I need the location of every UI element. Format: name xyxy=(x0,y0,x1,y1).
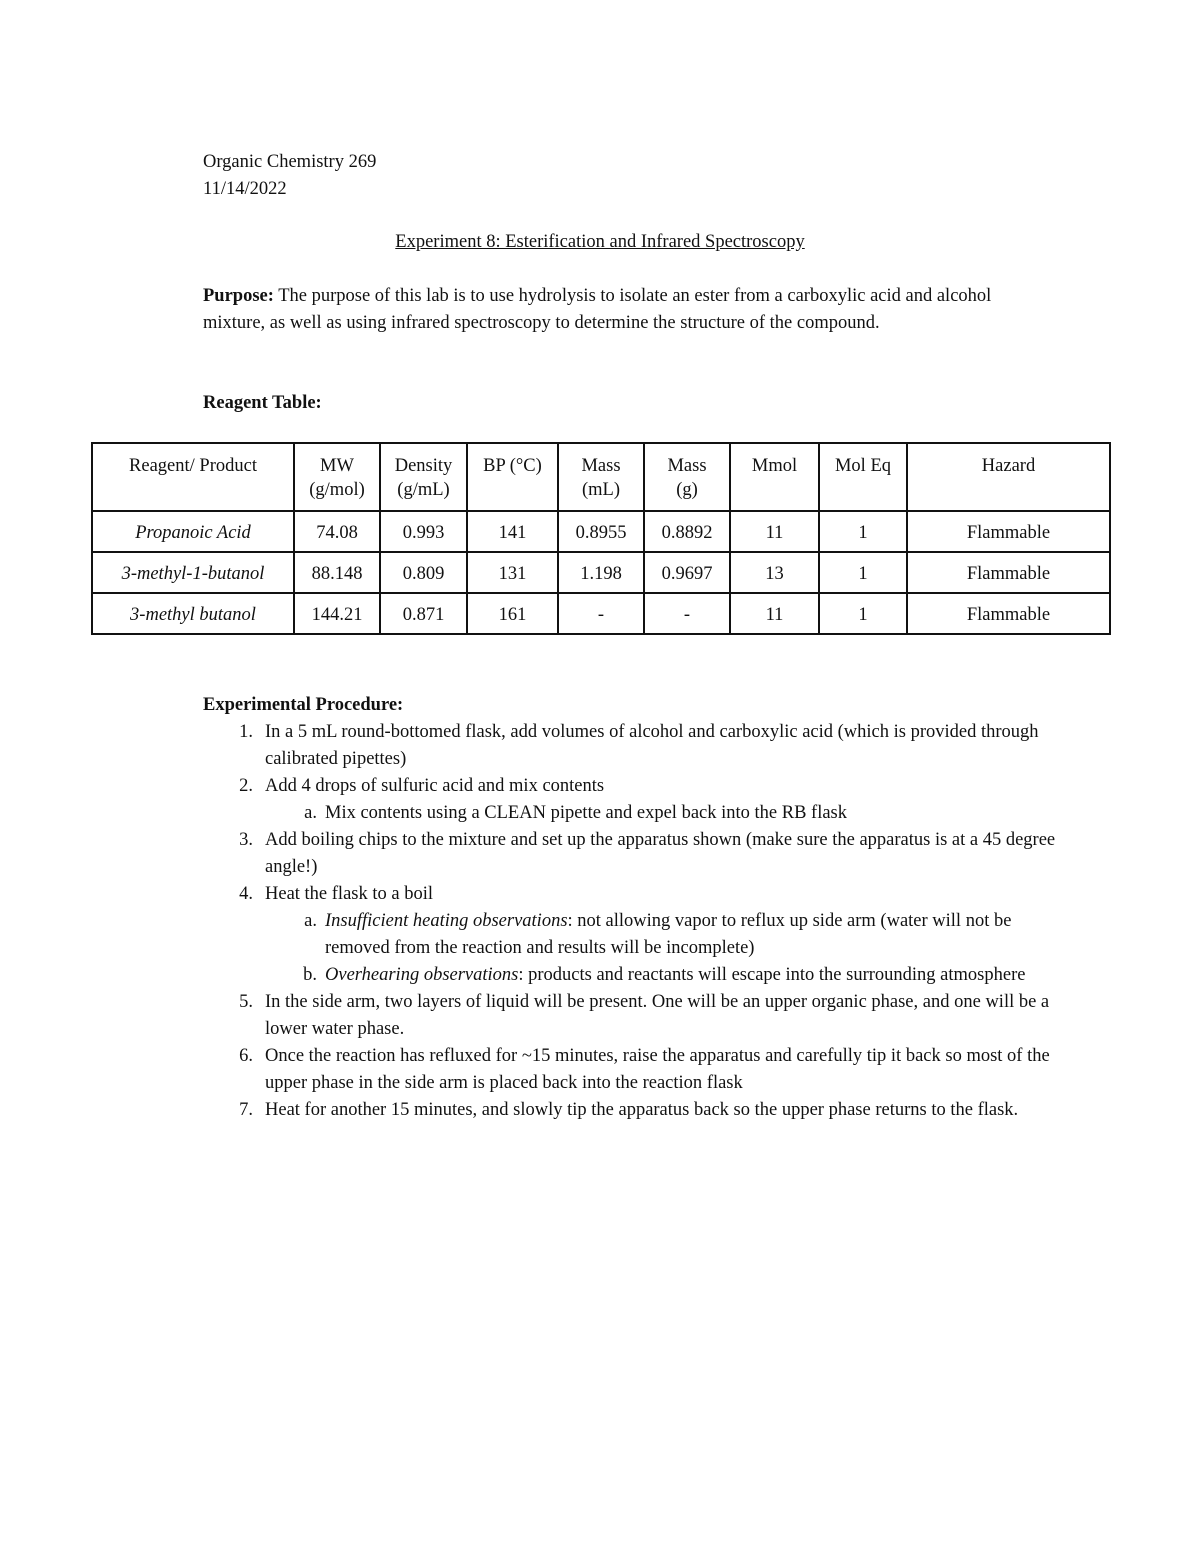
purpose-paragraph xyxy=(203,283,1003,337)
table-cell: - xyxy=(558,593,644,634)
sub-step-lead: Insufficient heating observations xyxy=(325,911,568,931)
sub-step-letter: a. xyxy=(304,911,317,931)
sub-list xyxy=(265,908,1065,989)
table-cell: 11 xyxy=(730,593,819,634)
sub-step-text: : products and reactants will escape into the surrounding atmosphere xyxy=(518,965,1026,985)
list-item xyxy=(239,1097,1065,1124)
column-header xyxy=(730,443,819,511)
sub-step-text: Mix contents using a CLEAN pipette and expel back into the RB flask xyxy=(325,803,848,823)
step-number: 2. xyxy=(239,776,253,796)
table-row xyxy=(92,552,1110,593)
column-header xyxy=(294,443,380,511)
reagent-table-heading xyxy=(203,390,322,417)
table-row xyxy=(92,593,1110,634)
reagent-name-cell: Propanoic Acid xyxy=(92,511,294,552)
column-header-line: MW xyxy=(320,456,354,476)
column-header-line: Mol Eq xyxy=(834,456,891,476)
procedure-heading-text: Experimental Procedure: xyxy=(203,695,404,715)
list-item xyxy=(239,827,1065,881)
table-cell: 161 xyxy=(467,593,558,634)
step-number: 4. xyxy=(239,884,253,904)
column-header-line: Reagent/ Product xyxy=(129,456,257,476)
list-item xyxy=(239,773,1065,827)
table-cell: 1 xyxy=(819,552,907,593)
step-text: Heat the flask to a boil xyxy=(265,884,433,904)
table-cell: - xyxy=(644,593,730,634)
table-cell: 0.809 xyxy=(380,552,467,593)
column-header xyxy=(558,443,644,511)
column-header-line: BP (°C) xyxy=(483,456,542,476)
column-header xyxy=(92,443,294,511)
table-cell: 88.148 xyxy=(294,552,380,593)
table-cell: 131 xyxy=(467,552,558,593)
column-header xyxy=(907,443,1110,511)
column-header-line: Mass xyxy=(581,456,621,476)
table-cell: 1.198 xyxy=(558,552,644,593)
table-cell: 141 xyxy=(467,511,558,552)
list-item xyxy=(239,989,1065,1043)
sub-list-item xyxy=(304,908,1065,962)
sub-list xyxy=(265,800,1065,827)
step-number: 1. xyxy=(239,722,253,742)
column-header xyxy=(644,443,730,511)
column-header-line: (mL) xyxy=(581,480,620,500)
step-text: In a 5 mL round-bottomed flask, add volumes of alcohol and carboxylic acid (which is provided through calibrated pipettes) xyxy=(265,722,1039,769)
column-header-line: Mass xyxy=(667,456,707,476)
sub-step-lead: Overhearing observations xyxy=(325,965,519,985)
column-header xyxy=(819,443,907,511)
column-header-line: Mmol xyxy=(751,456,798,476)
column-header-line: (g/mol) xyxy=(309,480,365,500)
step-number: 7. xyxy=(239,1100,253,1120)
table-row xyxy=(92,511,1110,552)
table-cell: Flammable xyxy=(907,552,1110,593)
table-header-row xyxy=(92,443,1110,511)
purpose-text: The purpose of this lab is to use hydrolysis to isolate an ester from a carboxylic acid and alcohol mixture, as well as using infrared spectroscopy to determine the structure of the compound. xyxy=(203,286,992,333)
table-cell: 1 xyxy=(819,593,907,634)
sub-step-letter: a. xyxy=(304,803,317,823)
table-cell: Flammable xyxy=(907,511,1110,552)
step-number: 5. xyxy=(239,992,253,1012)
table-cell: 0.871 xyxy=(380,593,467,634)
step-text: Add 4 drops of sulfuric acid and mix contents xyxy=(265,776,605,796)
reagent-name-cell: 3-methyl-1-butanol xyxy=(92,552,294,593)
column-header-line: Density xyxy=(394,456,453,476)
table-cell: 0.8955 xyxy=(558,511,644,552)
sub-step-letter: b. xyxy=(303,965,317,985)
sub-list-item xyxy=(303,962,1065,989)
table-cell: 0.993 xyxy=(380,511,467,552)
step-text: In the side arm, two layers of liquid will be present. One will be an upper organic phase, and one will be a lower water phase. xyxy=(265,992,1050,1039)
reagent-table-heading-text: Reagent Table: xyxy=(203,393,322,413)
list-item xyxy=(239,1043,1065,1097)
sub-step-text: : not allowing vapor to reflux up side arm (water will not be removed from the reaction and results will be incomplete) xyxy=(325,911,1012,958)
column-header-line: (g/mL) xyxy=(397,480,450,500)
procedure-list xyxy=(203,719,1065,1124)
sub-list-item xyxy=(304,800,1065,827)
table-cell: 1 xyxy=(819,511,907,552)
table-cell: 11 xyxy=(730,511,819,552)
column-header-line: Hazard xyxy=(981,456,1036,476)
step-text: Once the reaction has refluxed for ~15 minutes, raise the apparatus and carefully tip it back so most of the upper phase in the side arm is placed back into the reaction flask xyxy=(265,1046,1050,1093)
reagent-name-cell: 3-methyl butanol xyxy=(92,593,294,634)
experiment-title: Experiment 8: Esterification and Infrared Spectroscopy xyxy=(395,232,805,252)
purpose-label: Purpose: xyxy=(203,286,274,306)
table-cell: 0.8892 xyxy=(644,511,730,552)
step-number: 3. xyxy=(239,830,253,850)
column-header xyxy=(467,443,558,511)
report-date: 11/14/2022 xyxy=(203,179,287,199)
table-cell: 144.21 xyxy=(294,593,380,634)
column-header xyxy=(380,443,467,511)
table-cell: 74.08 xyxy=(294,511,380,552)
list-item xyxy=(239,719,1065,773)
step-text: Heat for another 15 minutes, and slowly tip the apparatus back so the upper phase returns to the flask. xyxy=(265,1100,1019,1120)
course-name: Organic Chemistry 269 xyxy=(203,152,377,172)
table-cell: Flammable xyxy=(907,593,1110,634)
table-cell: 0.9697 xyxy=(644,552,730,593)
column-header-line: (g) xyxy=(676,480,698,500)
list-item xyxy=(239,881,1065,989)
table-cell: 13 xyxy=(730,552,819,593)
procedure-heading xyxy=(203,692,403,719)
step-text: Add boiling chips to the mixture and set up the apparatus shown (make sure the apparatus is at a 45 degree angle!) xyxy=(265,830,1056,877)
reagent-table xyxy=(91,442,1111,635)
step-number: 6. xyxy=(239,1046,253,1066)
